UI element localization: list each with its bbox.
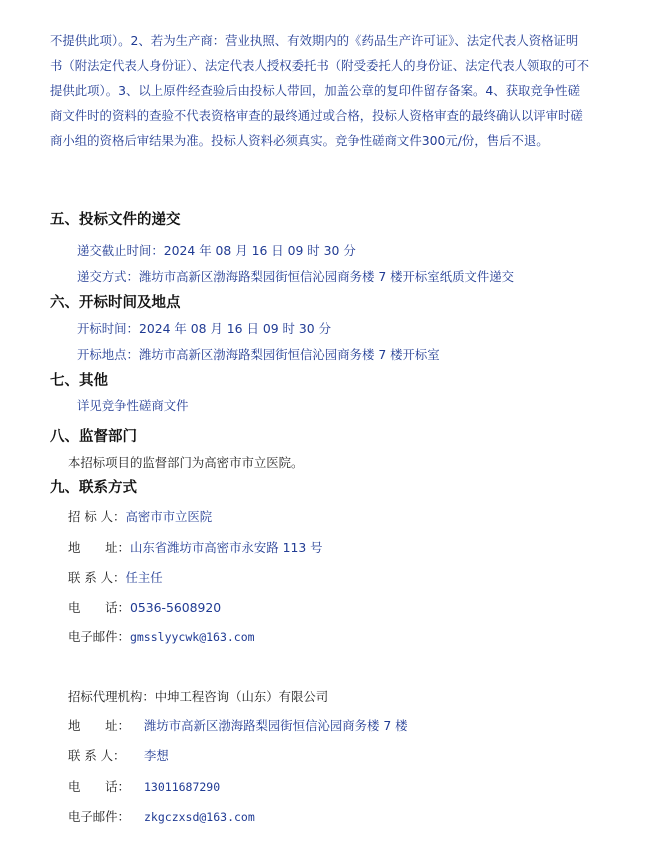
agency-address [68,716,408,734]
tenderer-name [68,507,212,525]
other-text: 详见竞争性磋商文件 [77,398,189,413]
agency-address-label: 地 址： [68,718,130,733]
tenderer-name-label: 招 标 人： [68,509,126,524]
tenderer-contact-label: 联 系 人： [68,570,126,585]
agency-contact-value: 李想 [144,748,169,763]
agency-phone-value: 13011687290 [144,780,221,794]
agency-address-value: 潍坊市高新区渤海路梨园街恒信沁园商务楼 7 楼 [144,718,408,733]
tenderer-address-value: 山东省潍坊市高密市永安路 113 号 [129,540,323,555]
supervision-text: 本招标项目的监督部门为高密市市立医院。 [68,455,304,470]
agency-name-value: 中坤工程咨询（山东）有限公司 [154,689,329,704]
agency-email-label: 电子邮件： [68,809,130,824]
tenderer-name-value: 高密市市立医院 [125,509,213,524]
tenderer-phone-label: 电 话： [68,600,130,615]
tenderer-contact-value: 任主任 [125,570,163,585]
agency-phone-label: 电 话： [68,779,130,794]
section-6-heading: 六、开标时间及地点 [50,295,181,311]
tenderer-address [68,538,323,556]
tenderer-email [68,627,255,645]
submission-method [77,267,514,285]
submission-deadline [77,241,356,259]
section-5-heading: 五、投标文件的递交 [50,212,181,228]
agency-email [68,807,255,825]
agency-phone [68,777,220,795]
agency-name-label: 招标代理机构： [68,689,155,704]
opening-time-label: 开标时间： [77,321,139,336]
intro-paragraph: 不提供此项）。2、若为生产商：营业执照、有效期内的《药品生产许可证》、法定代表人资格证明书（附法定代表人身份证）、法定代表人授权委托书（附受委托人的身份证、法定代表人领取的可不提供此项）。3、以上原件经查验后由投标人带回，加盖公章的复印件留存备案。4、获取竞争性磋商文件时的资料的查验不代表资格审查的最终通过或合格，投标人资格审查的最终确认以评审时磋商小组的资格后审结果为准。投标人资料必须真实。竞争性磋商文件300元/份，售后不退。 [50,33,589,148]
tenderer-phone [68,598,221,616]
tenderer-email-link[interactable]: gmsslyycwk@163.com [129,630,255,644]
tenderer-contact [68,568,163,586]
section-9-heading: 九、联系方式 [50,480,137,496]
section-8-heading: 八、监督部门 [50,429,137,445]
submission-deadline-value: 2024 年 08 月 16 日 09 时 30 分 [163,243,356,258]
agency-contact-label: 联 系 人： [68,748,126,763]
opening-place-label: 开标地点： [77,347,139,362]
agency-email-link[interactable]: zkgczxsd@163.com [144,810,255,824]
tenderer-email-label: 电子邮件： [68,629,130,644]
tenderer-address-label: 地 址： [68,540,130,555]
opening-time-value: 2024 年 08 月 16 日 09 时 30 分 [138,321,331,336]
submission-method-label: 递交方式： [77,269,139,284]
opening-place [77,345,440,363]
submission-deadline-label: 递交截止时间： [77,243,164,258]
tenderer-phone-value: 0536-5608920 [129,600,222,615]
section-7-heading: 七、其他 [50,373,108,389]
opening-time [77,319,331,337]
agency-name [68,687,328,705]
submission-method-value: 潍坊市高新区渤海路梨园街恒信沁园商务楼 7 楼开标室纸质文件递交 [138,269,515,284]
opening-place-value: 潍坊市高新区渤海路梨园街恒信沁园商务楼 7 楼开标室 [138,347,440,362]
agency-contact [68,746,169,764]
